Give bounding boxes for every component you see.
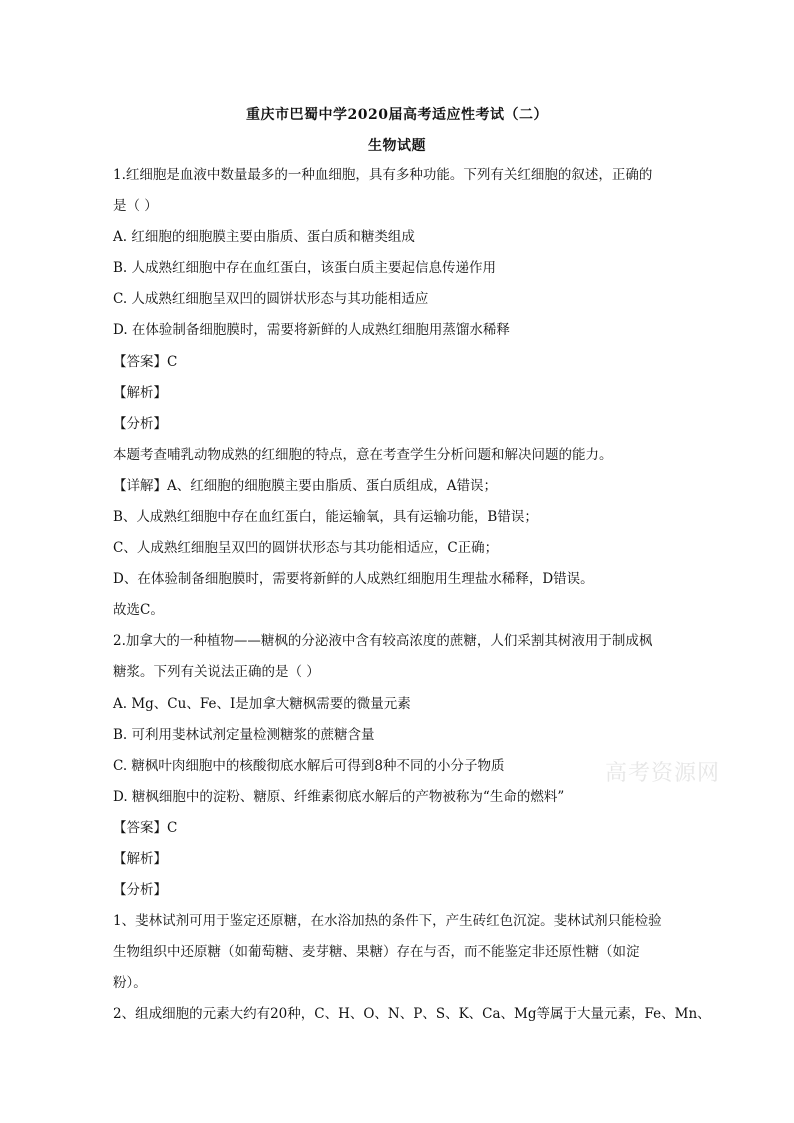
q1-option-d: D. 在体验制备细胞膜时，需要将新鲜的人成熟红细胞用蒸馏水稀释 <box>113 322 510 338</box>
exam-title: 重庆市巴蜀中学2020届高考适应性考试（二） <box>246 107 548 123</box>
q1-fenxi-label: 【分析】 <box>113 416 167 432</box>
q2-point1-line3: 粉）。 <box>113 975 147 991</box>
q1-stem-line2: 是（ ） <box>113 198 158 214</box>
q2-option-c: C. 糖枫叶肉细胞中的核酸彻底水解后可得到8种不同的小分子物质 <box>113 758 505 774</box>
q2-fenxi-label: 【分析】 <box>113 882 167 898</box>
q2-jiexi-label: 【解析】 <box>113 851 167 867</box>
q1-option-a: A. 红细胞的细胞膜主要由脂质、蛋白质和糖类组成 <box>113 229 415 245</box>
q1-conclusion: 故选C。 <box>113 602 164 618</box>
q1-option-c: C. 人成熟红细胞呈双凹的圆饼状形态与其功能相适应 <box>113 291 429 307</box>
q2-option-d: D. 糖枫细胞中的淀粉、糖原、纤维素彻底水解后的产物被称为“生命的燃料” <box>113 789 565 805</box>
q1-analysis: 本题考查哺乳动物成熟的红细胞的特点，意在考查学生分析问题和解决问题的能力。 <box>113 447 613 463</box>
q1-jiexi-label: 【解析】 <box>113 385 167 401</box>
q1-detail-b: B、人成熟红细胞中存在血红蛋白，能运输氧，具有运输功能，B错误； <box>113 509 538 525</box>
q1-stem-line1: 1.红细胞是血液中数量最多的一种血细胞，具有多种功能。下列有关红细胞的叙述，正确的 <box>113 167 653 183</box>
q2-answer: 【答案】C <box>113 820 178 836</box>
q1-answer: 【答案】C <box>113 354 178 370</box>
q1-option-b: B. 人成熟红细胞中存在血红蛋白，该蛋白质主要起信息传递作用 <box>113 260 497 276</box>
q2-option-a: A. Mg、Cu、Fe、I是加拿大糖枫需要的微量元素 <box>113 696 411 712</box>
q2-point2-line1: 2、组成细胞的元素大约有20种，C、H、O、N、P、S、K、Ca、Mg等属于大量元素，Fe、Mn、 <box>113 1006 711 1022</box>
q2-stem-line1: 2.加拿大的一种植物——糖枫的分泌液中含有较高浓度的蔗糖，人们采割其树液用于制成枫 <box>113 633 653 649</box>
q1-detail-a: 【详解】A、红细胞的细胞膜主要由脂质、蛋白质组成，A错误； <box>113 478 497 494</box>
q2-point1-line1: 1、斐林试剂可用于鉴定还原糖，在水浴加热的条件下，产生砖红色沉淀。斐林试剂只能检验 <box>113 913 662 929</box>
q1-detail-c: C、人成熟红细胞呈双凹的圆饼状形态与其功能相适应，C正确； <box>113 540 499 556</box>
q2-option-b: B. 可利用斐林试剂定量检测糖浆的蔗糖含量 <box>113 727 375 743</box>
q2-point1-line2: 生物组织中还原糖（如葡萄糖、麦芽糖、果糖）存在与否，而不能鉴定非还原性糖（如淀 <box>113 944 640 960</box>
watermark: 高考资源网 <box>605 761 721 786</box>
q1-detail-d: D、在体验制备细胞膜时，需要将新鲜的人成熟红细胞用生理盐水稀释，D错误。 <box>113 571 594 587</box>
exam-subtitle: 生物试题 <box>368 138 426 154</box>
q2-stem-line2: 糖浆。下列有关说法正确的是（ ） <box>113 664 320 680</box>
